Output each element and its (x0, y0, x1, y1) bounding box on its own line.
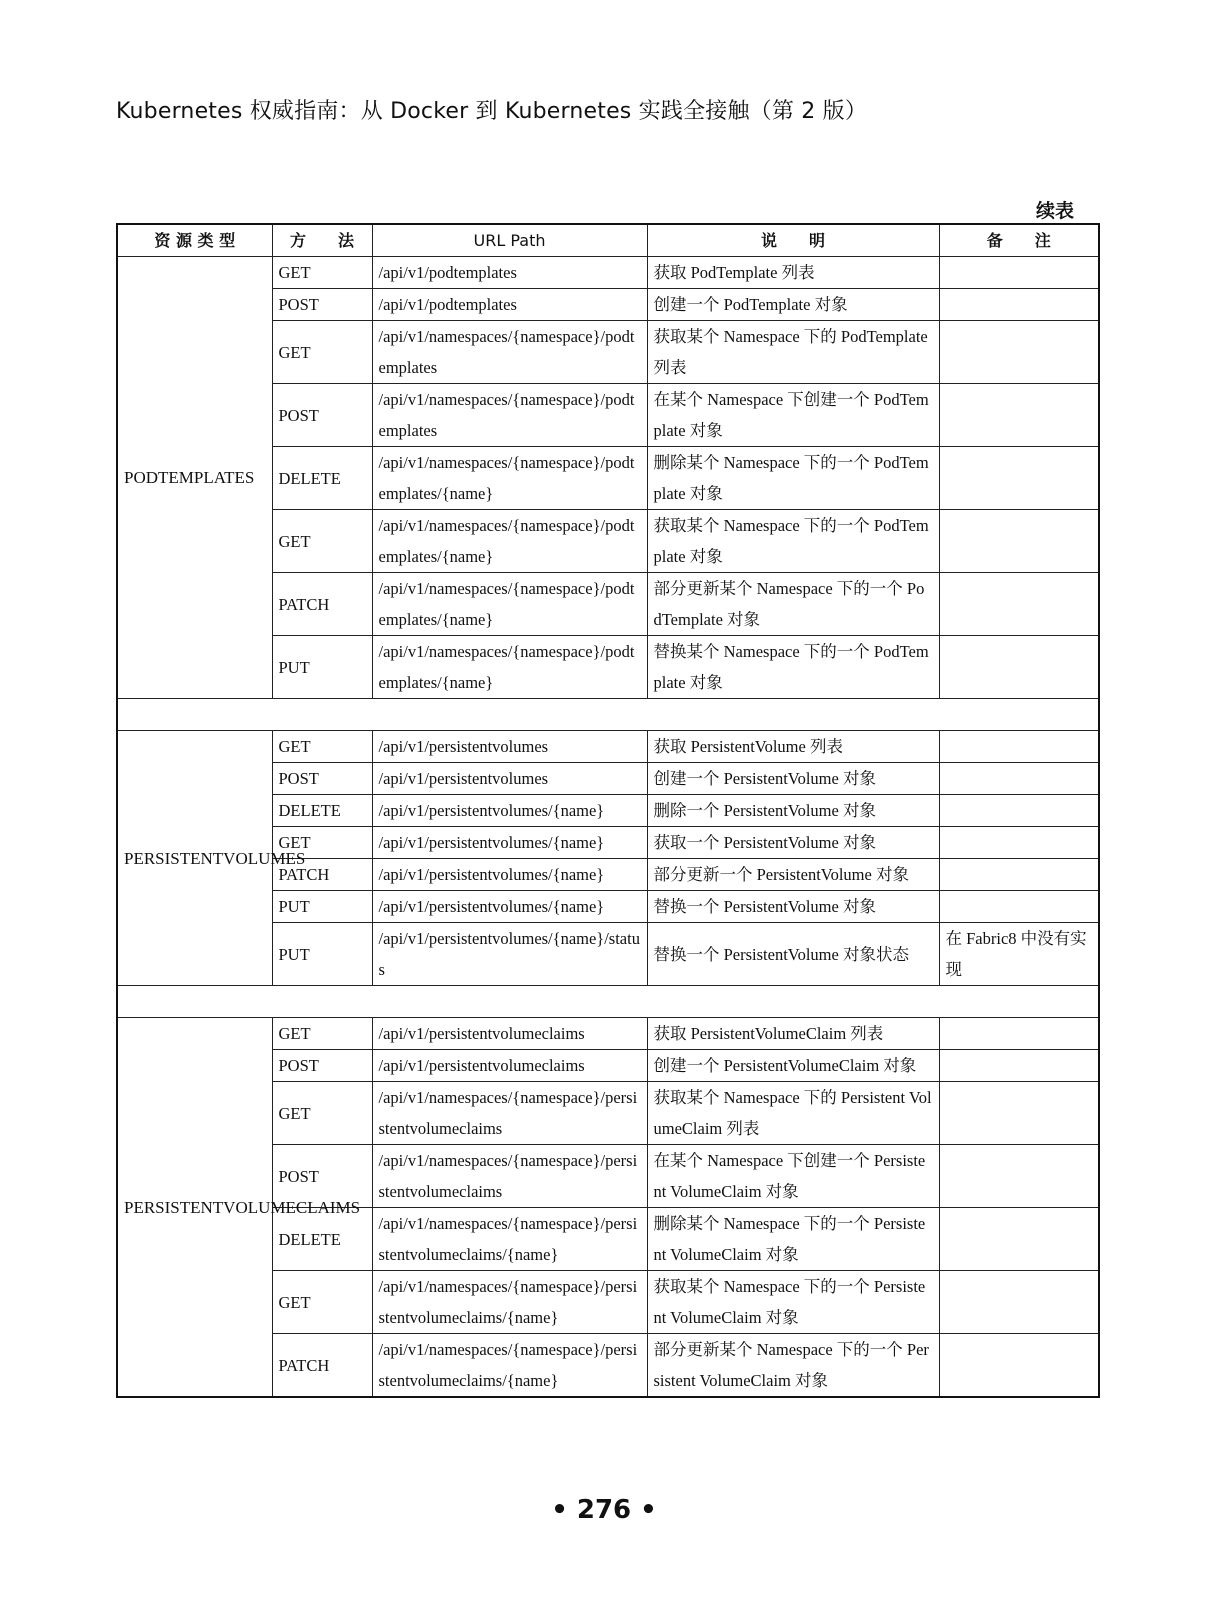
remarks-cell (939, 891, 1099, 923)
col-header-url-path: URL Path (372, 224, 647, 257)
remarks-cell (939, 763, 1099, 795)
description-cell: 部分更新某个 Namespace 下的一个 Persistent VolumeClaim 对象 (647, 1334, 939, 1398)
url-path-cell: /api/v1/namespaces/{namespace}/podtemplates/{name} (372, 447, 647, 510)
method-cell: POST (272, 1050, 372, 1082)
remarks-cell (939, 447, 1099, 510)
method-cell: GET (272, 321, 372, 384)
col-header-method: 方 法 (272, 224, 372, 257)
api-table (116, 223, 1100, 1398)
method-cell: GET (272, 510, 372, 573)
resource-type-cell: PERSISTENTVOLUMECLAIMS (117, 1018, 272, 1398)
url-path-cell: /api/v1/namespaces/{namespace}/podtemplates (372, 321, 647, 384)
remarks-cell (939, 510, 1099, 573)
description-cell: 创建一个 PersistentVolume 对象 (647, 763, 939, 795)
description-cell: 删除某个 Namespace 下的一个 PodTemplate 对象 (647, 447, 939, 510)
description-cell: 创建一个 PersistentVolumeClaim 对象 (647, 1050, 939, 1082)
remarks-cell (939, 321, 1099, 384)
url-path-cell: /api/v1/namespaces/{namespace}/podtemplates/{name} (372, 573, 647, 636)
url-path-cell: /api/v1/namespaces/{namespace}/podtemplates (372, 384, 647, 447)
remarks-cell (939, 1271, 1099, 1334)
method-cell: GET (272, 731, 372, 763)
group-separator-row (117, 986, 1099, 1018)
remarks-cell (939, 289, 1099, 321)
table-row (117, 1018, 1099, 1050)
url-path-cell: /api/v1/persistentvolumes/{name}/status (372, 923, 647, 986)
description-cell: 部分更新某个 Namespace 下的一个 PodTemplate 对象 (647, 573, 939, 636)
remarks-cell (939, 1208, 1099, 1271)
method-cell: GET (272, 257, 372, 289)
remarks-cell (939, 1018, 1099, 1050)
method-cell: POST (272, 763, 372, 795)
url-path-cell: /api/v1/persistentvolumeclaims (372, 1050, 647, 1082)
col-header-description: 说 明 (647, 224, 939, 257)
table-header-row (117, 224, 1099, 257)
method-cell: PUT (272, 636, 372, 699)
url-path-cell: /api/v1/namespaces/{namespace}/persistentvolumeclaims (372, 1082, 647, 1145)
resource-type-cell: PERSISTENTVOLUMES (117, 731, 272, 986)
description-cell: 获取 PersistentVolumeClaim 列表 (647, 1018, 939, 1050)
method-cell: GET (272, 1271, 372, 1334)
method-cell: POST (272, 384, 372, 447)
description-cell: 部分更新一个 PersistentVolume 对象 (647, 859, 939, 891)
method-cell: GET (272, 827, 372, 859)
description-cell: 替换一个 PersistentVolume 对象 (647, 891, 939, 923)
remarks-cell (939, 795, 1099, 827)
remarks-cell (939, 859, 1099, 891)
method-cell: POST (272, 289, 372, 321)
remarks-cell (939, 257, 1099, 289)
url-path-cell: /api/v1/namespaces/{namespace}/persistentvolumeclaims/{name} (372, 1208, 647, 1271)
separator-cell (117, 986, 1099, 1018)
url-path-cell: /api/v1/namespaces/{namespace}/persistentvolumeclaims (372, 1145, 647, 1208)
url-path-cell: /api/v1/persistentvolumeclaims (372, 1018, 647, 1050)
description-cell: 删除某个 Namespace 下的一个 Persistent VolumeClaim 对象 (647, 1208, 939, 1271)
remarks-cell (939, 1050, 1099, 1082)
col-header-remarks: 备 注 (939, 224, 1099, 257)
table-body (117, 257, 1099, 1398)
method-cell: PATCH (272, 1334, 372, 1398)
description-cell: 获取一个 PersistentVolume 对象 (647, 827, 939, 859)
method-cell: POST (272, 1145, 372, 1208)
url-path-cell: /api/v1/namespaces/{namespace}/podtemplates/{name} (372, 510, 647, 573)
remarks-cell: 在 Fabric8 中没有实现 (939, 923, 1099, 986)
description-cell: 创建一个 PodTemplate 对象 (647, 289, 939, 321)
remarks-cell (939, 1334, 1099, 1398)
url-path-cell: /api/v1/persistentvolumes/{name} (372, 859, 647, 891)
method-cell: PATCH (272, 859, 372, 891)
remarks-cell (939, 1145, 1099, 1208)
separator-cell (117, 699, 1099, 731)
remarks-cell (939, 573, 1099, 636)
url-path-cell: /api/v1/persistentvolumes (372, 731, 647, 763)
description-cell: 删除一个 PersistentVolume 对象 (647, 795, 939, 827)
resource-type-cell: PODTEMPLATES (117, 257, 272, 699)
method-cell: DELETE (272, 795, 372, 827)
method-cell: PUT (272, 891, 372, 923)
description-cell: 替换一个 PersistentVolume 对象状态 (647, 923, 939, 986)
description-cell: 在某个 Namespace 下创建一个 PodTemplate 对象 (647, 384, 939, 447)
method-cell: GET (272, 1018, 372, 1050)
url-path-cell: /api/v1/persistentvolumes/{name} (372, 795, 647, 827)
table-row (117, 257, 1099, 289)
description-cell: 获取 PersistentVolume 列表 (647, 731, 939, 763)
method-cell: DELETE (272, 447, 372, 510)
remarks-cell (939, 384, 1099, 447)
col-header-resource-type: 资 源 类 型 (117, 224, 272, 257)
url-path-cell: /api/v1/namespaces/{namespace}/persistentvolumeclaims/{name} (372, 1271, 647, 1334)
remarks-cell (939, 731, 1099, 763)
continuation-label: 续表 (1036, 200, 1075, 222)
group-separator-row (117, 699, 1099, 731)
url-path-cell: /api/v1/namespaces/{namespace}/podtemplates/{name} (372, 636, 647, 699)
method-cell: GET (272, 1082, 372, 1145)
method-cell: DELETE (272, 1208, 372, 1271)
description-cell: 获取某个 Namespace 下的一个 Persistent VolumeClaim 对象 (647, 1271, 939, 1334)
description-cell: 获取某个 Namespace 下的 Persistent VolumeClaim 列表 (647, 1082, 939, 1145)
method-cell: PATCH (272, 573, 372, 636)
url-path-cell: /api/v1/persistentvolumes/{name} (372, 827, 647, 859)
description-cell: 替换某个 Namespace 下的一个 PodTemplate 对象 (647, 636, 939, 699)
remarks-cell (939, 636, 1099, 699)
url-path-cell: /api/v1/podtemplates (372, 257, 647, 289)
remarks-cell (939, 1082, 1099, 1145)
description-cell: 获取某个 Namespace 下的 PodTemplate 列表 (647, 321, 939, 384)
url-path-cell: /api/v1/persistentvolumes (372, 763, 647, 795)
description-cell: 获取某个 Namespace 下的一个 PodTemplate 对象 (647, 510, 939, 573)
description-cell: 获取 PodTemplate 列表 (647, 257, 939, 289)
table-row (117, 731, 1099, 763)
url-path-cell: /api/v1/podtemplates (372, 289, 647, 321)
remarks-cell (939, 827, 1099, 859)
description-cell: 在某个 Namespace 下创建一个 Persistent VolumeClaim 对象 (647, 1145, 939, 1208)
url-path-cell: /api/v1/persistentvolumes/{name} (372, 891, 647, 923)
page-header-title: Kubernetes 权威指南：从 Docker 到 Kubernetes 实践全接触（第 2 版） (116, 99, 868, 124)
method-cell: PUT (272, 923, 372, 986)
page-number: • 276 • (551, 1495, 657, 1525)
url-path-cell: /api/v1/namespaces/{namespace}/persistentvolumeclaims/{name} (372, 1334, 647, 1398)
